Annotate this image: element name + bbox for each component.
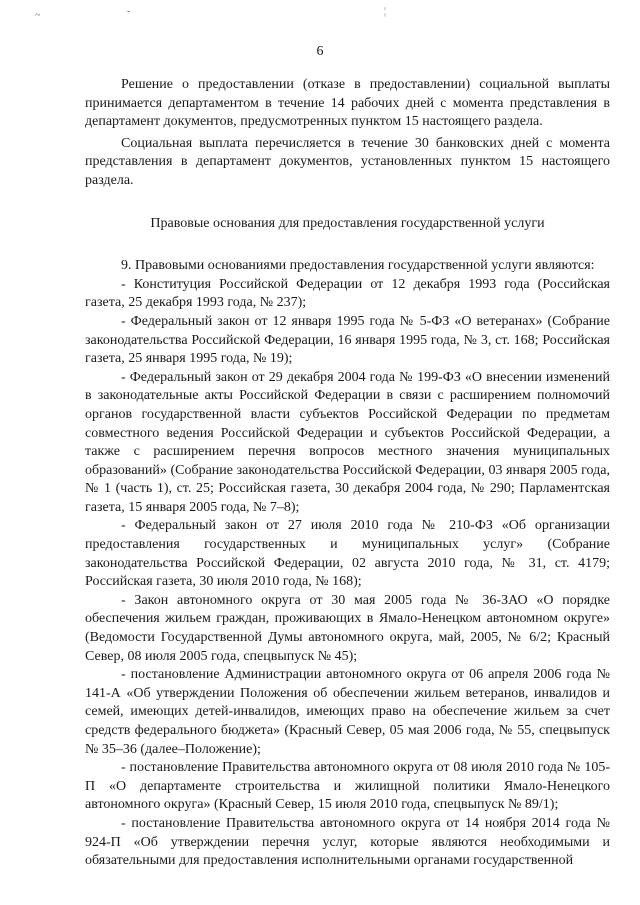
legal-basis-item: - постановление Правительства автономного округа от 08 июля 2010 года № 105-П «О департаменте строительства и жилищной политики Ямало-Ненецкого автономного округа» (Красный Север, 15 июля 2010 года, спецвыпуск № 89/1); xyxy=(85,760,610,813)
scan-mark: ¦ xyxy=(384,6,387,17)
legal-basis-item: - Конституция Российской Федерации от 12 декабря 1993 года (Российская газета, 25 декабря 1993 года, № 237); xyxy=(85,276,610,311)
document-body xyxy=(85,76,610,871)
legal-basis-item: - постановление Администрации автономного округа от 06 апреля 2006 года № 141-А «Об утверждении Положения об обеспечении жильем ветеранов, инвалидов и семей, имеющих детей-инвалидов, имеющих право на обеспечение жильем за счет средств федерального бюджета» (Красный Север, 05 мая 2006 года, № 55, спецвыпуск № 35–36 (далее–Положение); xyxy=(85,667,610,757)
section-heading: Правовые основания для предоставления государственной услуги xyxy=(150,215,545,231)
legal-basis-item: - Федеральный закон от 12 января 1995 года № 5-ФЗ «О ветеранах» (Собрание законодательства Российской Федерации, 16 января 1995 года, № 3, ст. 168; Российская газета, 25 января 1995 года, № 19); xyxy=(85,313,610,367)
page-number: 6 xyxy=(316,44,324,59)
scan-mark: - xyxy=(127,6,131,17)
legal-basis-intro: 9. Правовыми основаниями предоставления государственной услуги являются: xyxy=(121,258,595,274)
scan-mark: ~ xyxy=(35,10,41,21)
legal-basis-item: - Федеральный закон от 29 декабря 2004 года № 199-ФЗ «О внесении изменений в законодательные акты Российской Федерации в связи с расширением полномочий органов государственной власти субъектов Российской Федерации по предметам совместного ведения Российской Федерации и субъектов Российской Федерации, а также с расширением перечня вопросов местного значения муниципальных образований» (Собрание законодательства Российской Федерации, 03 января 2005 года, № 1 (часть 1), ст. 25; Российская газета, 30 декабря 2004 года, № 290; Парламентская газета, 15 января 2005 года, № 7–8); xyxy=(85,369,610,515)
paragraph-decision: Решение о предоставлении (отказе в предоставлении) социальной выплаты принимается департаментом в течение 14 рабочих дней с момента представления в департамент документов, предусмотренных пунктом 15 настоящего раздела. xyxy=(85,77,610,130)
legal-basis-item: - Закон автономного округа от 30 мая 2005 года № 36-ЗАО «О порядке обеспечения жильем граждан, проживающих в Ямало-Ненецком автономном округе» (Ведомости Государственной Думы автономного округа, май, 2005, № 6/2; Красный Север, 08 июля 2005 года, спецвыпуск № 45); xyxy=(85,592,610,664)
legal-basis-item: - постановление Правительства автономного округа от 14 ноября 2014 года № 924-П «Об утверждении перечня услуг, которые являются необходимыми и обязательными для предоставления исполнительными органами государственной xyxy=(85,815,610,869)
legal-basis-item: - Федеральный закон от 27 июля 2010 года № 210-ФЗ «Об организации предоставления государственных и муниципальных услуг» (Собрание законодательства Российской Федерации, 02 августа 2010 года, № 31, ст. 4179; Российская газета, 30 июля 2010 года, № 168); xyxy=(85,518,610,590)
paragraph-payment: Социальная выплата перечисляется в течение 30 банковских дней с момента представления в департамент документов, установленных пунктом 15 настоящего раздела. xyxy=(85,135,610,188)
